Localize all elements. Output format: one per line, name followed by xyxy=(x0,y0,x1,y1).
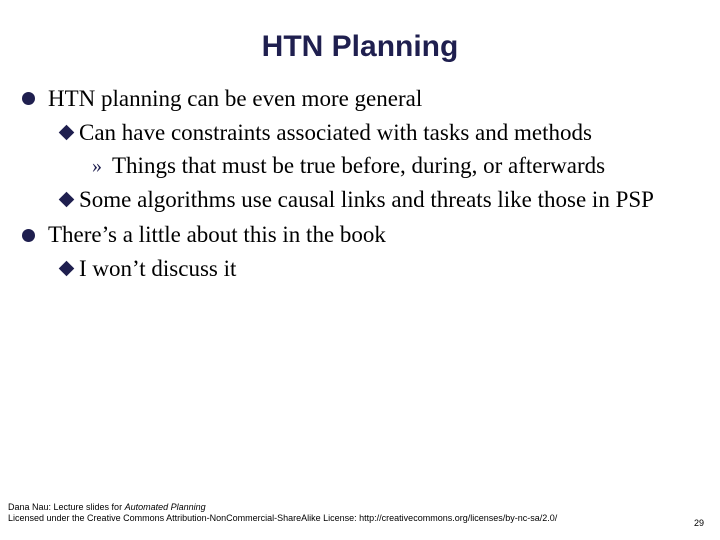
diamond-bullet-icon xyxy=(59,261,75,277)
diamond-bullet-icon xyxy=(59,125,75,141)
diamond-bullet-icon xyxy=(59,192,75,208)
bullet-text: HTN planning can be even more general xyxy=(48,86,423,111)
footer-book-title: Automated Planning xyxy=(124,502,206,512)
slide-title: HTN Planning xyxy=(261,30,459,63)
slide-footer xyxy=(8,502,557,524)
bullet-text: I won’t discuss it xyxy=(79,256,237,281)
bullet-text: Some algorithms use causal links and threats like those in PSP xyxy=(79,187,654,212)
chevron-bullet-icon: » xyxy=(92,155,102,177)
bullet-dot-icon xyxy=(22,229,35,242)
footer-attribution xyxy=(8,502,557,513)
page-number: 29 xyxy=(694,518,705,528)
footer-license: Licensed under the Creative Commons Attribution-NonCommercial-ShareAlike License: http://creativecommons.org/licenses/by-nc-sa/2.0/ xyxy=(8,513,558,523)
footer-prefix: Dana Nau: Lecture slides for xyxy=(8,502,125,512)
bullet-text: Things that must be true before, during, or afterwards xyxy=(112,153,606,178)
bullet-dot-icon xyxy=(22,92,35,105)
bullet-text: There’s a little about this in the book xyxy=(48,222,386,247)
bullet-text: Can have constraints associated with tasks and methods xyxy=(79,120,592,145)
